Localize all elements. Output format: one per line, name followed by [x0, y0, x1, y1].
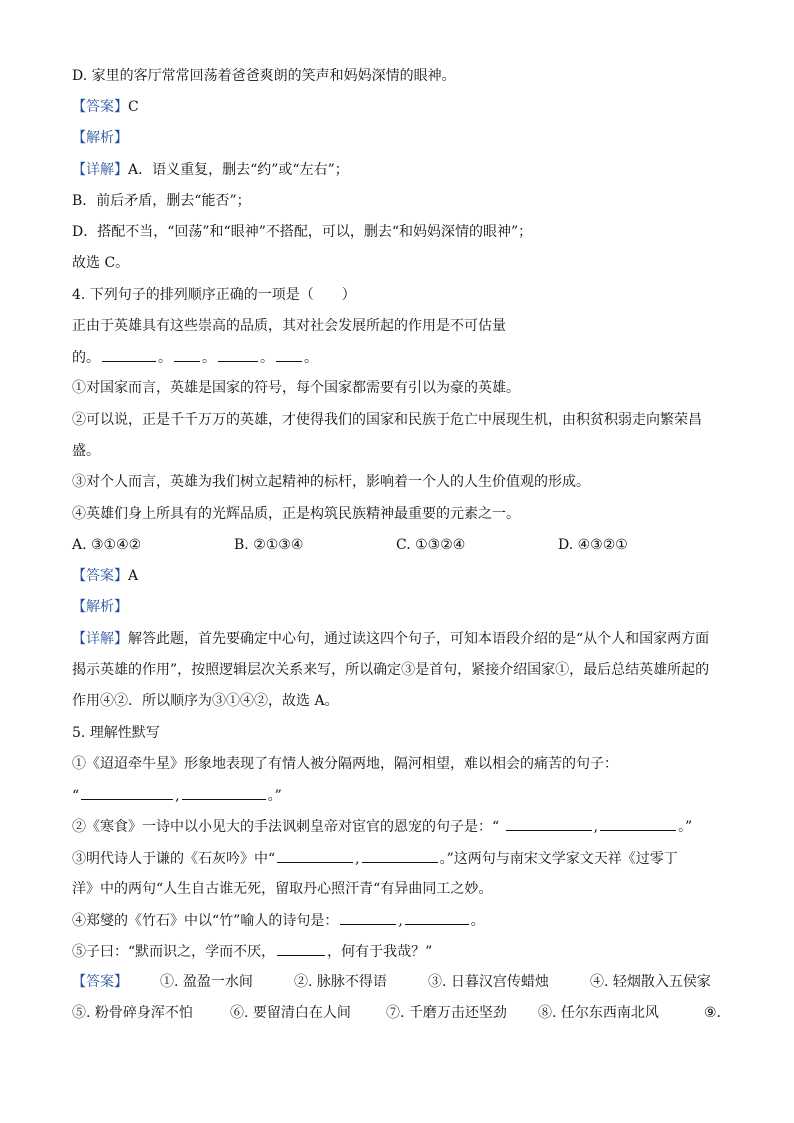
blank-sep: 。: [304, 350, 318, 366]
q5-item-3-tail: 。”这两句与南宋文学家文天祥《过零丁: [439, 851, 678, 867]
question-4-stem: 4. 下列句子的排列顺序正确的一项是（ ）: [72, 287, 356, 303]
blank: [506, 816, 592, 831]
question-3-option-d: D. 家里的客厅常常回荡着爸爸爽朗的笑声和妈妈深情的眼神。: [72, 68, 456, 84]
blank-sep: ,: [355, 851, 360, 867]
analysis-line-q4: [72, 597, 722, 617]
blank-sep: ,: [175, 788, 180, 804]
blank-prefix: 的。: [72, 350, 100, 366]
sentence-4: ④英雄们身上所具有的光辉品质，正是构筑民族精神最重要的元素之一。: [72, 506, 520, 522]
detail-d: D．搭配不当，“回荡”和“眼神”不搭配，可以，删去“和妈妈深情的眼神”；: [72, 224, 533, 240]
blank: [218, 347, 258, 362]
answer-tag: 【答案】: [72, 568, 128, 584]
blank: [182, 785, 266, 800]
option-a: A. ③①④②: [72, 537, 142, 553]
q5-item-4-text: ④郑燮的《竹石》中以“竹”喻人的诗句是：: [72, 913, 339, 929]
sentence-3: ③对个人而言，英雄为我们树立起精神的标杆，影响着一个人的人生价值观的形成。: [72, 474, 590, 490]
blank-sep: 。: [202, 350, 216, 366]
sentence-2-cont: 盛。: [72, 443, 100, 459]
answer-item-9: ⑨.: [704, 1005, 722, 1021]
quote-close: 。”: [267, 788, 282, 804]
detail-line-q4: [72, 629, 722, 649]
analysis-line-q3: [72, 128, 722, 148]
question-5-title: 5. 理解性默写: [72, 725, 160, 741]
analysis-tag: 【解析】: [72, 130, 128, 146]
blank-sep: ,: [593, 819, 599, 835]
q5-item-1-blanks: [72, 785, 722, 806]
blank: [276, 347, 302, 362]
q5-item-4: [72, 910, 722, 931]
sentence-2: ②可以说，正是千千万万的英雄，才使得我们的国家和民族于危亡中展现生机，由积贫积弱走向繁荣昌: [72, 412, 702, 428]
detail-q4-cont: 揭示英雄的作用”，按照逻辑层次关系来写，所以确定③是首句，紧接介绍国家①，最后总结英雄所起的: [72, 662, 710, 678]
q5-item-2: [72, 816, 722, 837]
sentence-1: ①对国家而言，英雄是国家的符号，每个国家都需要有引以为豪的英雄。: [72, 380, 520, 396]
detail-q4-end: 作用④②．所以顺序为③①④②，故选 A。: [72, 693, 339, 709]
answer-item-7: ⑦. 千磨万击还坚劲: [386, 1005, 507, 1021]
answer-line-q4: [72, 566, 722, 586]
detail-tag: 【详解】: [72, 162, 128, 178]
option-b: B. ②①③④: [234, 537, 304, 553]
question-4-blanks: [72, 347, 722, 368]
blank: [362, 848, 438, 863]
answer-item-1: ①. 盈盈一水间: [160, 974, 253, 990]
q5-item-1: ①《迢迢牵牛星》形象地表现了有情人被分隔两地，隔河相望，难以相会的痛苦的句子：: [72, 756, 618, 772]
answer-item-8: ⑧. 任尔东西南北风: [538, 1005, 659, 1021]
detail-text: A．语义重复，删去“约”或“左右”；: [128, 162, 349, 178]
q5-item-2-text: ②《寒食》一诗中以小见大的手法讽刺皇帝对宦官的恩宠的句子是：“: [72, 819, 504, 835]
quote-close: 。”: [678, 819, 693, 835]
answer-value: A: [128, 568, 139, 584]
detail-text: 解答此题，首先要确定中心句，通过读这四个句子，可知本语段介绍的是“从个人和国家两方面: [128, 631, 710, 647]
q5-item-3-cont: 洋》中的两句“人生自古谁无死，留取丹心照汗青“有异曲同工之妙。: [72, 881, 493, 897]
answer-tag: 【答案】: [72, 974, 128, 990]
q5-item-5: [72, 941, 722, 962]
answer-item-3: ③. 日暮汉宫传蜡烛: [428, 974, 549, 990]
detail-line-q3: [72, 160, 722, 180]
blank-sep: ,: [398, 913, 403, 929]
blank-end: 。: [470, 913, 485, 929]
analysis-tag: 【解析】: [72, 599, 128, 615]
blank: [174, 347, 200, 362]
blank: [277, 941, 325, 956]
q5-item-3-text: ③明代诗人于谦的《石灰吟》中“: [72, 851, 276, 867]
answer-line-q3: [72, 97, 722, 117]
q5-item-5-text: ⑤子曰：“默而识之，学而不厌，: [72, 944, 276, 960]
detail-b: B．前后矛盾，删去“能否”；: [72, 193, 251, 209]
question-4-passage: 正由于英雄具有这些崇高的品质，其对社会发展所起的作用是不可估量: [72, 318, 506, 334]
q5-item-3: [72, 848, 722, 869]
q5-item-5-tail: ，何有于我哉？”: [327, 944, 433, 960]
blank: [405, 910, 469, 925]
blank: [600, 816, 676, 831]
blank: [102, 347, 156, 362]
option-c: C. ①③②④: [396, 537, 466, 553]
blank: [277, 848, 353, 863]
answer-tag: 【答案】: [72, 99, 128, 115]
answer-value: C: [128, 99, 139, 115]
blank: [340, 910, 396, 925]
conclusion-q3: 故选 C。: [72, 255, 130, 271]
answer-item-6: ⑥. 要留清白在人间: [230, 1005, 351, 1021]
answer-item-4: ④. 轻烟散入五侯家: [590, 974, 711, 990]
option-d: D. ④③②①: [558, 537, 628, 553]
answer-item-2: ②. 脉脉不得语: [294, 974, 387, 990]
quote-open: “: [72, 788, 80, 804]
blank: [81, 785, 173, 800]
answer-item-5: ⑤. 粉骨碎身浑不怕: [72, 1005, 193, 1021]
detail-tag: 【详解】: [72, 631, 128, 647]
blank-sep: 。: [158, 350, 172, 366]
blank-sep: 。: [260, 350, 274, 366]
